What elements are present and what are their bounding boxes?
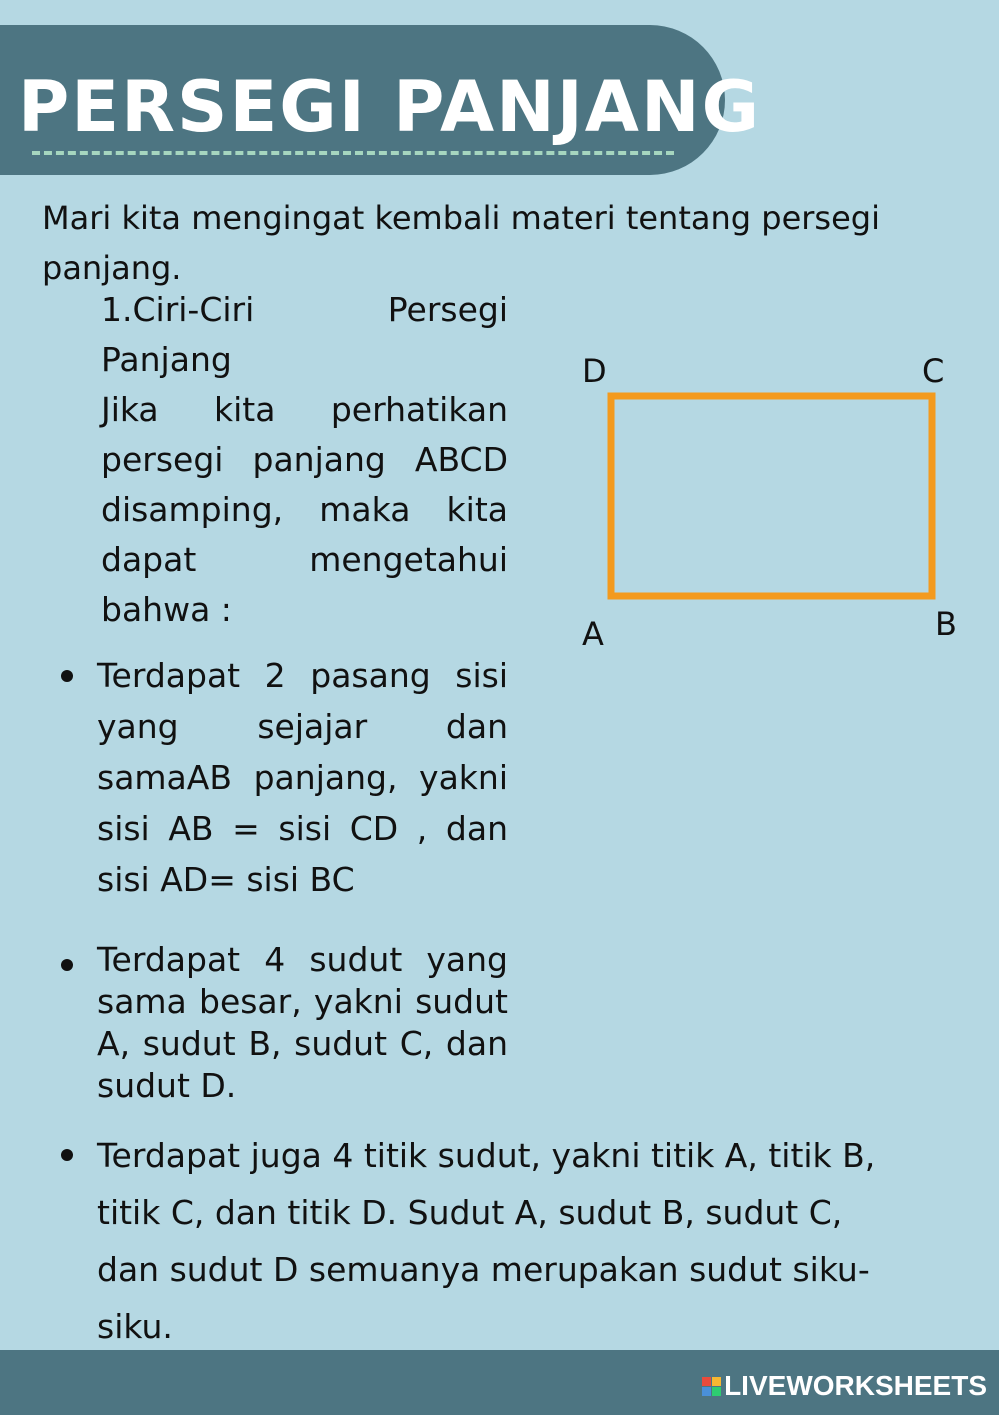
section-heading: 1.Ciri-Ciri Persegi Panjang (101, 290, 508, 379)
liveworksheets-logo[interactable] (702, 1372, 987, 1400)
logo-text: LIVEWORKSHEETS (724, 1370, 987, 1401)
bullet-item-3: Terdapat juga 4 titik sudut, yakni titik A, titik B, titik C, dan titik D. Sudut A, sudut B, sudut C, dan sudut D semuanya merupakan sudut siku-siku. (97, 1127, 897, 1355)
intro-text: Mari kita mengingat kembali materi tentang persegi panjang. (42, 199, 880, 287)
title-underline (32, 151, 674, 155)
logo-squares-icon (702, 1377, 721, 1396)
section-text: Jika kita perhatikan persegi panjang ABCD disamping, maka kita dapat mengetahui bahwa : (101, 390, 508, 629)
label-b: B (935, 605, 957, 643)
page-title: PERSEGI PANJANG (18, 66, 762, 148)
bullet-item-2: Terdapat 4 sudut yang sama besar, yakni sudut A, sudut B, sudut C, dan sudut D. (97, 940, 508, 1105)
rectangle-diagram (570, 345, 980, 665)
label-d: D (582, 352, 607, 390)
rectangle-abcd (611, 396, 932, 596)
label-c: C (922, 352, 945, 390)
bullet-item-1: Terdapat 2 pasang sisi yang sejajar dan samaAB panjang, yakni sisi AB = sisi CD , dan sisi AD= sisi BC (97, 650, 508, 905)
label-a: A (582, 615, 604, 653)
section-block (101, 285, 508, 635)
